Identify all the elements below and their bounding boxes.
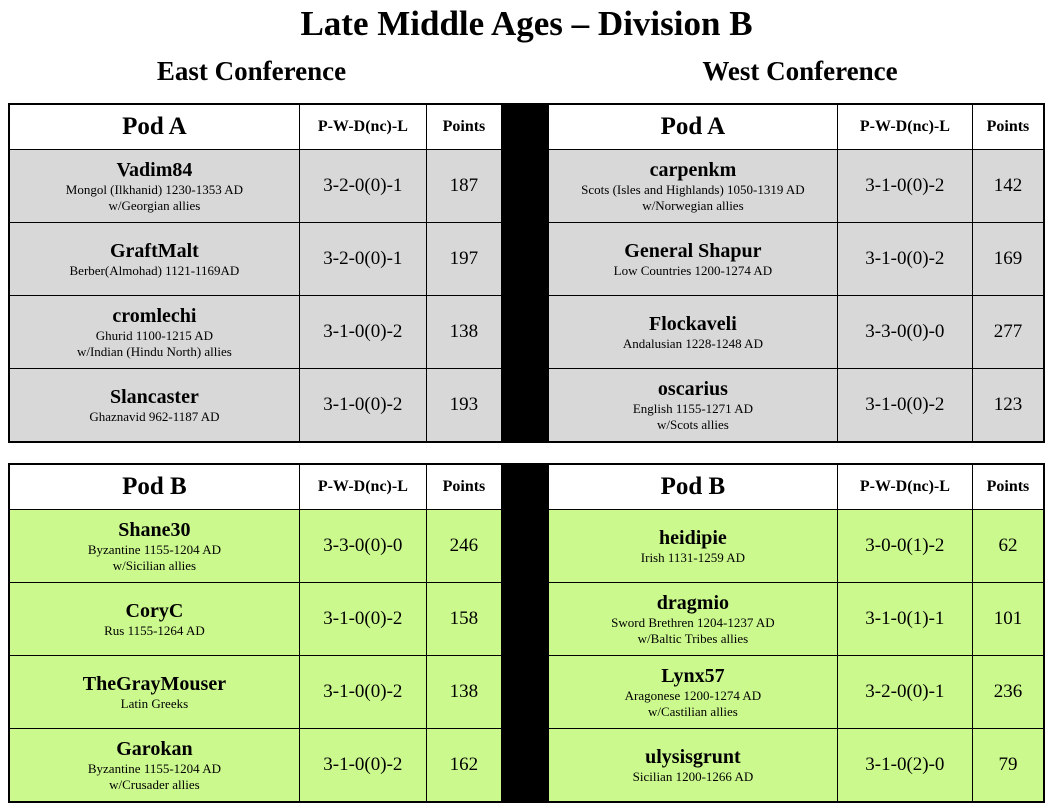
points-cell: 277 <box>972 296 1044 369</box>
points-cell: 79 <box>972 729 1044 803</box>
team-name: Flockaveli <box>649 312 737 335</box>
east-pod-b-table <box>8 463 503 803</box>
team-cell <box>548 583 837 656</box>
page-title: Late Middle Ages – Division B <box>300 4 753 43</box>
points-cell: 246 <box>426 510 502 583</box>
points-column-header: Points <box>972 104 1044 150</box>
team-cell <box>548 296 837 369</box>
team-cell <box>9 656 299 729</box>
team-allies: w/Baltic Tribes allies <box>637 630 749 646</box>
record-cell: 3-1-0(0)-2 <box>837 223 972 296</box>
team-name: oscarius <box>657 377 728 400</box>
west-pod-a-table <box>547 103 1045 443</box>
team-name: Vadim84 <box>116 158 193 181</box>
table-row[interactable] <box>9 296 502 369</box>
team-name: ulysisgrunt <box>645 745 741 768</box>
record-cell: 3-1-0(1)-1 <box>837 583 972 656</box>
table-header-row <box>548 464 1044 510</box>
east-conference-heading: East Conference <box>156 56 347 86</box>
points-column-header: Points <box>972 464 1044 510</box>
table-header-row <box>548 104 1044 150</box>
team-cell <box>9 729 299 803</box>
points-column-header: Points <box>426 104 502 150</box>
record-cell: 3-3-0(0)-0 <box>837 296 972 369</box>
points-cell: 193 <box>426 369 502 443</box>
table-row[interactable] <box>548 729 1044 803</box>
record-column-header: P-W-D(nc)-L <box>837 104 972 150</box>
team-faction: Latin Greeks <box>120 695 189 711</box>
record-cell: 3-3-0(0)-0 <box>299 510 426 583</box>
table-row[interactable] <box>9 583 502 656</box>
table-row[interactable] <box>548 223 1044 296</box>
points-cell: 158 <box>426 583 502 656</box>
team-name: Slancaster <box>109 385 199 408</box>
table-row[interactable] <box>548 369 1044 443</box>
team-name: Garokan <box>116 737 193 760</box>
points-cell: 197 <box>426 223 502 296</box>
table-row[interactable] <box>548 510 1044 583</box>
team-allies: w/Crusader allies <box>109 776 200 792</box>
team-cell <box>548 510 837 583</box>
team-name: Lynx57 <box>661 664 725 687</box>
table-row[interactable] <box>9 729 502 803</box>
team-name: cromlechi <box>112 304 197 327</box>
table-row[interactable] <box>548 583 1044 656</box>
team-faction: Scots (Isles and Highlands) 1050-1319 AD <box>581 181 805 197</box>
team-name: carpenkm <box>649 158 737 181</box>
conference-divider <box>503 103 547 443</box>
team-faction: Ghurid 1100-1215 AD <box>95 327 214 343</box>
team-allies: w/Norwegian allies <box>642 197 744 213</box>
team-allies: w/Castilian allies <box>647 703 738 719</box>
team-faction: Sword Brethren 1204-1237 AD <box>611 614 775 630</box>
team-cell <box>9 369 299 443</box>
team-allies: w/Scots allies <box>656 416 729 432</box>
pod-title <box>9 464 299 510</box>
east-pod-a-table <box>8 103 503 443</box>
team-faction: Mongol (Ilkhanid) 1230-1353 AD <box>65 181 244 197</box>
record-column-header: P-W-D(nc)-L <box>299 464 426 510</box>
record-cell: 3-0-0(1)-2 <box>837 510 972 583</box>
record-cell: 3-2-0(0)-1 <box>837 656 972 729</box>
west-conference-heading: West Conference <box>702 56 898 86</box>
team-name: GraftMalt <box>109 239 199 262</box>
team-cell <box>9 296 299 369</box>
points-cell: 138 <box>426 296 502 369</box>
team-cell <box>548 223 837 296</box>
points-cell: 123 <box>972 369 1044 443</box>
points-cell: 236 <box>972 656 1044 729</box>
team-faction: Aragonese 1200-1274 AD <box>624 687 762 703</box>
team-name: TheGrayMouser <box>82 672 227 695</box>
team-name: dragmio <box>656 591 730 614</box>
team-faction: Byzantine 1155-1204 AD <box>87 760 221 776</box>
team-faction: Rus 1155-1264 AD <box>104 622 205 638</box>
team-faction: Berber(Almohad) 1121-1169AD <box>69 262 240 278</box>
team-name: General Shapur <box>624 239 762 262</box>
team-cell <box>9 150 299 223</box>
team-faction: Low Countries 1200-1274 AD <box>613 262 773 278</box>
team-faction: Byzantine 1155-1204 AD <box>87 541 221 557</box>
team-faction: Andalusian 1228-1248 AD <box>622 335 763 351</box>
team-cell <box>548 729 837 803</box>
table-header-row <box>9 464 502 510</box>
table-row[interactable] <box>9 150 502 223</box>
points-cell: 138 <box>426 656 502 729</box>
team-faction: English 1155-1271 AD <box>632 400 753 416</box>
points-column-header: Points <box>426 464 502 510</box>
team-cell <box>9 583 299 656</box>
pod-b-block <box>0 463 1053 803</box>
record-cell: 3-1-0(0)-2 <box>299 296 426 369</box>
west-pod-b-table <box>547 463 1045 803</box>
pod-title-label: Pod B <box>122 473 187 500</box>
record-cell: 3-1-0(0)-2 <box>837 369 972 443</box>
team-faction: Irish 1131-1259 AD <box>640 549 746 565</box>
pod-title-label: Pod B <box>660 473 726 500</box>
record-column-header: P-W-D(nc)-L <box>299 104 426 150</box>
pod-title <box>548 104 837 150</box>
team-name: Shane30 <box>118 518 191 541</box>
record-cell: 3-1-0(2)-0 <box>837 729 972 803</box>
record-cell: 3-1-0(0)-2 <box>299 656 426 729</box>
table-row[interactable] <box>9 510 502 583</box>
team-cell <box>548 656 837 729</box>
pod-title <box>548 464 837 510</box>
record-cell: 3-1-0(0)-2 <box>837 150 972 223</box>
record-cell: 3-2-0(0)-1 <box>299 223 426 296</box>
team-cell <box>548 369 837 443</box>
team-faction: Sicilian 1200-1266 AD <box>632 768 754 784</box>
table-row[interactable] <box>9 223 502 296</box>
record-column-header: P-W-D(nc)-L <box>837 464 972 510</box>
pod-a-block <box>0 103 1053 443</box>
points-cell: 62 <box>972 510 1044 583</box>
team-cell <box>9 510 299 583</box>
points-cell: 101 <box>972 583 1044 656</box>
table-row[interactable] <box>548 150 1044 223</box>
team-allies: w/Indian (Hindu North) allies <box>76 343 232 359</box>
conference-heading-spacer <box>503 54 547 94</box>
record-cell: 3-2-0(0)-1 <box>299 150 426 223</box>
pod-title-label: Pod A <box>122 113 187 140</box>
team-name: CoryC <box>125 599 184 622</box>
table-row[interactable] <box>9 369 502 443</box>
team-name: heidipie <box>659 526 727 549</box>
points-cell: 187 <box>426 150 502 223</box>
conference-header-row <box>0 54 1053 94</box>
team-cell <box>548 150 837 223</box>
pod-title-label: Pod A <box>660 113 726 140</box>
team-allies: w/Georgian allies <box>108 197 201 213</box>
points-cell: 142 <box>972 150 1044 223</box>
pod-title <box>9 104 299 150</box>
record-cell: 3-1-0(0)-2 <box>299 729 426 803</box>
table-header-row <box>9 104 502 150</box>
record-cell: 3-1-0(0)-2 <box>299 583 426 656</box>
table-row[interactable] <box>9 656 502 729</box>
points-cell: 162 <box>426 729 502 803</box>
team-cell <box>9 223 299 296</box>
table-row[interactable] <box>548 296 1044 369</box>
team-allies: w/Sicilian allies <box>112 557 197 573</box>
record-cell: 3-1-0(0)-2 <box>299 369 426 443</box>
conference-divider <box>503 463 547 803</box>
team-faction: Ghaznavid 962-1187 AD <box>89 408 220 424</box>
points-cell: 169 <box>972 223 1044 296</box>
table-row[interactable] <box>548 656 1044 729</box>
